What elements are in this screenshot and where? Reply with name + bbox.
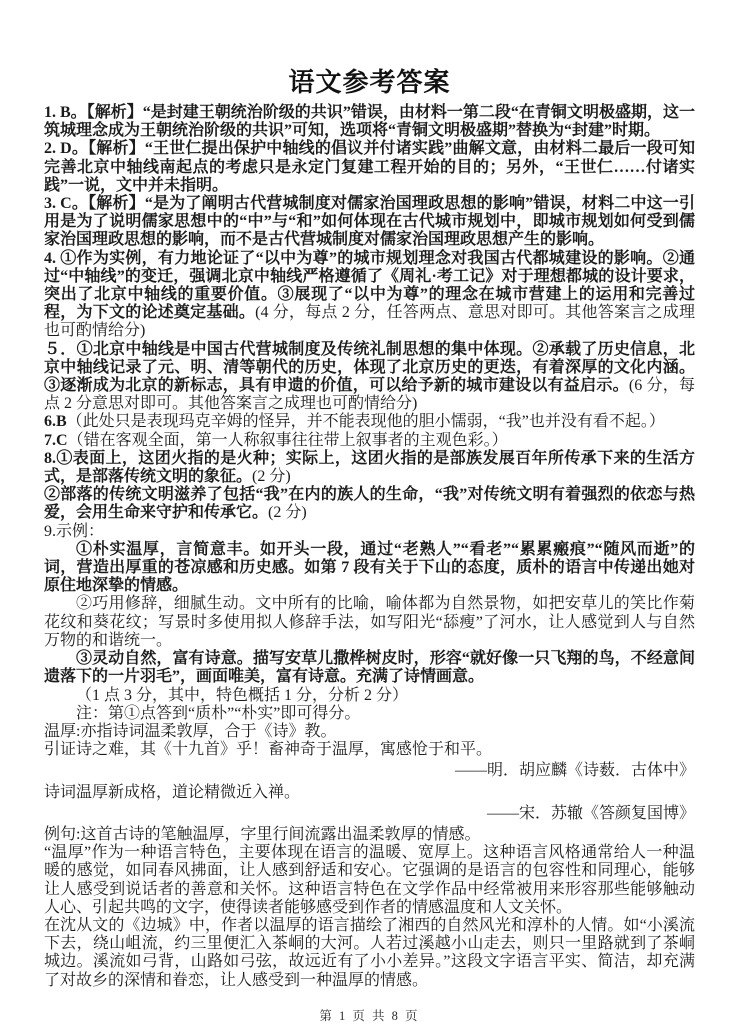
text-segment: ——宋．苏辙《答颜复国博》: [486, 804, 695, 822]
text-segment: （此处只是表现玛克辛姆的怪异，并不能表现他的胆小懦弱，“我”也并没有看不起。）: [66, 413, 665, 431]
text-segment: 2. D。【解析】“王世仁提出保护中轴线的倡议并付诸实践”曲解文意，由材料二最后一段可知完善北京中轴线南起点的考虑只是永定门复建工程开始的目的；另外，“王世仁……付诸实践”一说，文中并未指明。: [44, 140, 695, 194]
text-segment: ③灵动自然，富有诗意。描写安草儿撒桦树皮时，形容“就好像一只飞翔的鸟，不经意间遗落下的一片羽毛”，画面唯美，富有诗意。充满了诗情画意。: [44, 650, 695, 686]
paragraph-answer-9-note: [44, 705, 695, 723]
paragraph-answer-8-point-2: [44, 486, 695, 522]
paragraph-answer-1: [44, 104, 695, 140]
text-segment: 8.①表面上，这团火指的是火种；实际上，这团火指的是部族发展百年所传承下来的生活方式，是部落传统文明的象征。: [44, 449, 695, 486]
text-segment: “温厚”作为一种语言特色，主要体现在语言的温暖、宽厚上。这种语言风格通常给人一种温暖的感觉，如同春风拂面，让人感到舒适和安心。它强调的是语言的包容性和同理心，能够让人感受到说话者的善意和关怀。这种语言特色在文学作品中经常被用来形容那些能够触动人心、引起共鸣的文字，使得读者能够感受到作者的情感温度和人文关怀。: [44, 844, 695, 916]
text-segment: 引证诗之难，其《十九首》乎！畜神奇于温厚，寓感怆于和平。: [44, 741, 493, 759]
paragraph-answer-8-point-1: [44, 450, 695, 486]
text-segment: 9.示例：: [44, 522, 105, 540]
text-segment: 例句:这首古诗的笔触温厚，字里行间流露出温柔敦厚的情感。: [44, 825, 481, 843]
paragraph-note-wenhou-definition: [44, 723, 695, 741]
paragraph-answer-4: [44, 250, 695, 341]
text-segment: ②巧用修辞，细腻生动。文中所有的比喻，喻体都为自然景物，如把安草儿的笑比作菊花纹和葵花纹；写景时多使用拟人修辞手法，如写阳光“舔瘦”了河水，让人感觉到人与自然万物的和谐统一。: [44, 595, 695, 649]
page-title: 语文参考答案: [288, 68, 451, 97]
text-segment: 注：第①点答到“质朴”“朴实”即可得分。: [76, 704, 361, 722]
text-segment: （1 点 3 分，其中，特色概括 1 分，分析 2 分）: [76, 686, 409, 704]
text-segment: 3. C。【解析】“是为了阐明古代营城制度对儒家治国理政思想的影响”错误，材料二中这一引用是为了说明儒家思想中的“中”与“和”如何体现在古代城市规划中，即城市规划如何受到儒家治国理政思想的影响，而不是古代营城制度对儒家治国理政思想产生的影响。: [44, 195, 695, 249]
paragraph-attribution-song: [44, 805, 695, 823]
paragraph-example-sentence: [44, 826, 695, 844]
paragraph-paragraph-biancheng-example: [44, 917, 695, 990]
page-footer: 第 1 页 共 8 页: [319, 1008, 420, 1023]
text-segment: ②部落的传统文明滋养了包括“我”在内的族人的生命，“我”对传统文明有着强烈的依恋与热爱，会用生命来守护和传承它。: [44, 486, 695, 522]
text-segment: ——明．胡应麟《诗薮．古体中》: [454, 762, 695, 780]
paragraph-answer-9-scoring: [44, 687, 695, 705]
text-segment: ①朴实温厚，言简意丰。如开头一段，通过“老熟人”“看老”“累累瘢痕”“随风而逝”的词，营造出厚重的苍凉感和历史感。如第 7 段有关于下山的态度，质朴的语言中传递出她对原住地深挚的情感。: [44, 540, 695, 595]
paragraph-answer-2: [44, 140, 695, 195]
text-segment: 6.B: [44, 413, 67, 431]
paragraph-answer-7: [44, 432, 695, 450]
paragraph-answer-6: [44, 413, 695, 431]
paragraph-answer-5: [44, 341, 695, 414]
text-segment: (6 分，每点 2 分意思对即可。其他答案言之成理也可酌情给分): [44, 377, 695, 413]
paragraph-answer-9-heading: [44, 523, 695, 541]
paragraph-quote-hu-yinglin: [44, 741, 695, 759]
text-segment: 在沈从文的《边城》中，作者以温厚的语言描绘了湘西的自然风光和淳朴的人情。如“小溪流下去，绕山岨流，约三里便汇入茶峒的大河。人若过溪越小山走去，则只一里路就到了茶峒城边。溪流如弓背，山路如弓弦，故远近有了小小差异。”这段文字语言平实、简洁，却充满了对故乡的深情和眷恋，让人感受到一种温厚的情感。: [44, 916, 695, 989]
text-segment: ５．①北京中轴线是中国古代营城制度及传统礼制思想的集中体现。②承载了历史信息，北京中轴线记录了元、明、清等朝代的历史，体现了北京历史的更迭，有着深厚的文化内涵。③逐渐成为北京的新标志，具有申遗的价值，可以给予新的城市建设以有益启示。: [44, 340, 695, 395]
document-body: [44, 104, 695, 990]
text-segment: 4. ①作为实例，有力地论证了“以中为尊”的城市规划理念对我国古代都城建设的影响。②通过“中轴线”的变迁，强调北京中轴线严格遵循了《周礼·考工记》对于理想都城的设计要求，突出了北京中轴线的重要价值。③展现了“以中为尊”的理念在城市营建上的运用和完善过程，为下文的论述奠定基础。: [44, 249, 695, 322]
paragraph-answer-3: [44, 195, 695, 250]
text-segment: (4 分，每点 2 分，任答两点、意思对即可。其他答案言之成理也可酌情给分): [44, 304, 695, 340]
text-segment: 诗词温厚新成格，道论精微近入禅。: [44, 783, 301, 801]
paragraph-paragraph-wenhou-explanation: [44, 844, 695, 917]
text-segment: (2 分): [252, 468, 291, 486]
paragraph-quote-su-zhe: [44, 784, 695, 802]
text-segment: （错在客观全面，第一人称叙事往往带上叙事者的主观色彩。）: [67, 431, 508, 449]
paragraph-answer-9-point-1: [44, 541, 695, 596]
text-segment: 温厚:亦指诗词温柔敦厚，合于《诗》教。: [44, 722, 337, 740]
text-segment: 1. B。【解析】“是封建王朝统治阶级的共识”错误，由材料一第二段“在青铜文明极盛期，这一筑城理念成为王朝统治阶级的共识”可知，选项将“青铜文明极盛期”替换为“封建”时期。: [44, 104, 695, 140]
paragraph-answer-9-point-2: [44, 595, 695, 650]
paragraph-answer-9-point-3: [44, 650, 695, 686]
text-segment: 7.C: [44, 431, 68, 449]
text-segment: (2 分): [268, 504, 307, 522]
paragraph-attribution-ming: [44, 762, 695, 780]
